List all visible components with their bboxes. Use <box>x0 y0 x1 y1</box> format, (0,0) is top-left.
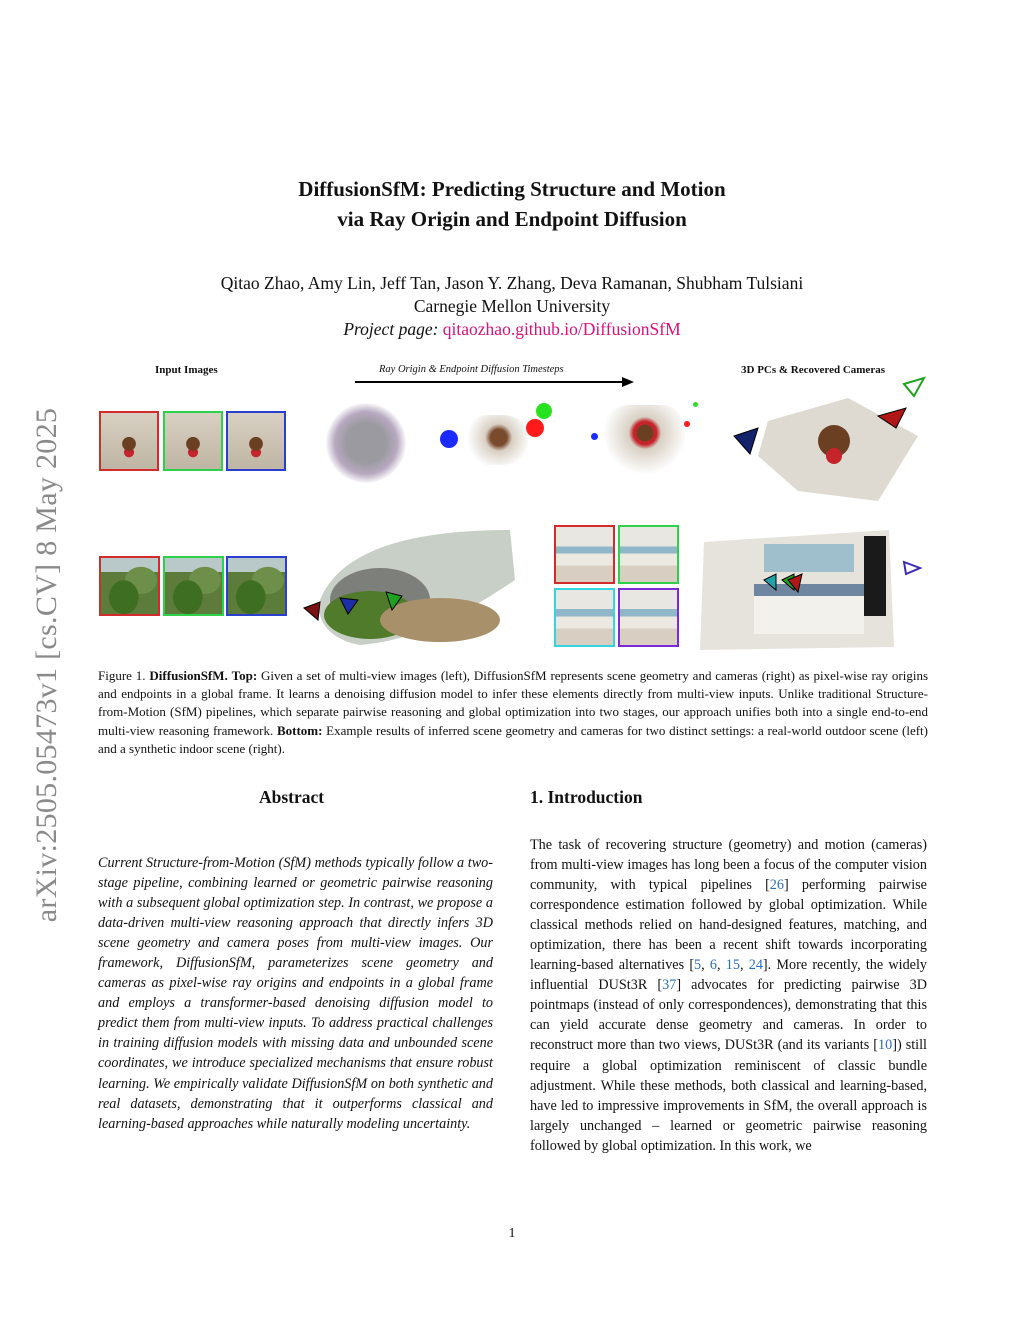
indoor-image-red <box>554 525 615 584</box>
citation-26[interactable]: 26 <box>769 877 784 894</box>
intro-text-1: The task of recovering structure (geometry) and motion (cameras) from multi-view images has long been a focus of the computer vision community, with typical pipelines <box>530 837 927 894</box>
camera-frustum-green <box>904 378 924 396</box>
input-image-green <box>163 411 223 471</box>
arxiv-stamp: arXiv:2505.05473v1 [cs.CV] 8 May 2025 <box>30 407 63 923</box>
project-label: Project page: <box>343 319 439 339</box>
caption-bottom-text: Example results of inferred scene geometry and cameras for two distinct settings: a real-world outdoor scene (left) and a synthetic indoor scene (right). <box>98 722 928 756</box>
timestep-arrow-head <box>622 377 634 387</box>
citation-37[interactable]: 37 <box>662 977 677 994</box>
introduction-heading: 1. Introduction <box>530 787 643 807</box>
abstract-text: Current Structure-from-Motion (SfM) methods typically follow a two-stage pipeline, combining learned or geometric pairwise reasoning with a subsequent global optimization step. In contrast, we propose a data-driven multi-view reasoning approach that directly infers 3D scene geometry and camera poses from multi-view images. Our framework, DiffusionSfM, parameterizes scene geometry and cameras as pixel-wise ray origins and endpoints in a global frame and employs a transformer-based denoising diffusion model to predict them from multi-view inputs. To address practical challenges in training diffusion models with missing data and unbounded scene coordinates, we introduce specialized mechanisms that ensure robust learning. We empirically validate DiffusionSfM on both synthetic and real datasets, demonstrating that it outperforms classical and learning-based approaches while naturally modeling uncertainty. <box>98 855 493 1132</box>
label-3d-output: 3D PCs & Recovered Cameras <box>741 364 885 376</box>
project-page <box>0 318 1024 341</box>
affiliation: Carnegie Mellon University <box>413 296 611 316</box>
introduction-text: The task of recovering structure (geometry) and motion (cameras) from multi-view images has long been a focus of the computer vision community, with typical pipelines [26] performing pairwise correspondence estimation followed by global optimization. While classical methods relied on hand-designed features, matching, and optimization, there has been a recent shift towards incorporating learning-based alternatives [5, 6, 15, 24]. More recently, the widely influential DUSt3R [37] advocates for predicting pairwise 3D pointmaps (instead of only correspondences), demonstrating that this can yield accurate dense geometry and cameras. In order to reconstruct more than two views, DUSt3R (and its variants [10]) still require a global optimization reminiscent of classic bundle adjustment. While these methods, both classical and learning-based, have led to impressive improvements in SfM, the overall approach is largely unchanged – learned or geometric pairwise reasoning followed by global optimization. In this work, we <box>530 837 928 1154</box>
final-reconstruction <box>728 376 928 506</box>
author-block <box>0 272 1024 341</box>
label-diffusion-timesteps: Ray Origin & Endpoint Diffusion Timesteps <box>379 364 564 375</box>
citation-15[interactable]: 15 <box>725 957 740 974</box>
intro-text-2: performing pairwise correspondence estimation followed by global optimization. While classical methods relied on hand-designed features, matching, and optimization, there has been a recent shift towards incorporating learning-based alternatives <box>530 877 927 974</box>
noise-point-cloud <box>326 403 406 483</box>
camera-origin-green-late <box>693 402 698 407</box>
timestep-arrow <box>355 381 625 383</box>
label-input-images: Input Images <box>155 364 218 376</box>
outdoor-image-green <box>163 556 224 616</box>
citation-5[interactable]: 5 <box>694 957 702 974</box>
indoor-image-purple <box>618 588 679 647</box>
partial-point-cloud-2 <box>605 405 685 475</box>
citation-10[interactable]: 10 <box>878 1037 893 1054</box>
caption-top-label: Top: <box>231 668 258 683</box>
intro-text-3: . More recently, the widely influential DUSt3R <box>530 957 928 994</box>
paper-title <box>0 174 1024 234</box>
camera-frustum-blue <box>734 428 758 454</box>
caption-top-text: Given a set of multi-view images (left), DiffusionSfM represents scene geometry and cameras (right) as pixel-wise ray origins and endpoints in a global frame. It learns a denoising diffusion model to infer these elements directly from multi-view inputs. Unlike traditional Structure-from-Motion (SfM) pipelines, which separate pairwise reasoning and global optimization into two stages, our approach unifies both into a single end-to-end multi-view reasoning framework. <box>98 668 929 738</box>
abstract-heading: Abstract <box>259 787 325 807</box>
outdoor-image-red <box>99 556 160 616</box>
partial-point-cloud-1 <box>463 415 528 465</box>
camera-origin-green <box>536 403 552 419</box>
caption-figure-name: DiffusionSfM. <box>149 668 228 683</box>
author-list: Qitao Zhao, Amy Lin, Jeff Tan, Jason Y. Zhang, Deva Ramanan, Shubham Tulsiani <box>220 273 804 293</box>
input-image-blue <box>226 411 286 471</box>
intro-text-4: advocates for predicting pairwise 3D pointmaps (instead of only correspondences), demonstrating that this can yield accurate dense geometry and cameras. In order to reconstruct more than two views, DUSt3R (and its variants <box>530 977 927 1054</box>
indoor-image-green <box>618 525 679 584</box>
camera-origin-blue <box>440 430 458 448</box>
caption-bottom-label: Bottom: <box>276 722 323 738</box>
camera-origin-blue-late <box>591 433 598 440</box>
project-link[interactable]: qitaozhao.github.io/DiffusionSfM <box>442 319 681 339</box>
title-line-2: via Ray Origin and Endpoint Diffusion <box>337 207 687 231</box>
outdoor-image-blue <box>226 556 287 616</box>
outdoor-reconstruction <box>300 520 520 650</box>
intro-text-5: ) still require a global optimization reminiscent of classic bundle adjustment. While these methods, both classical and learning-based, have led to impressive improvements in SfM, the overall approach is largely unchanged – learned or geometric pairwise reasoning followed by global optimization. In this work, we <box>530 1037 927 1154</box>
title-line-1: DiffusionSfM: Predicting Structure and Motion <box>298 177 726 201</box>
page-number: 1 <box>508 1226 516 1241</box>
figure-caption <box>98 667 928 758</box>
indoor-image-cyan <box>554 588 615 647</box>
indoor-reconstruction <box>694 522 924 652</box>
citation-6[interactable]: 6 <box>709 957 717 974</box>
caption-figure-number: Figure 1. <box>98 668 146 683</box>
camera-origin-red <box>526 419 544 437</box>
citation-24[interactable]: 24 <box>748 957 763 974</box>
input-image-red <box>99 411 159 471</box>
